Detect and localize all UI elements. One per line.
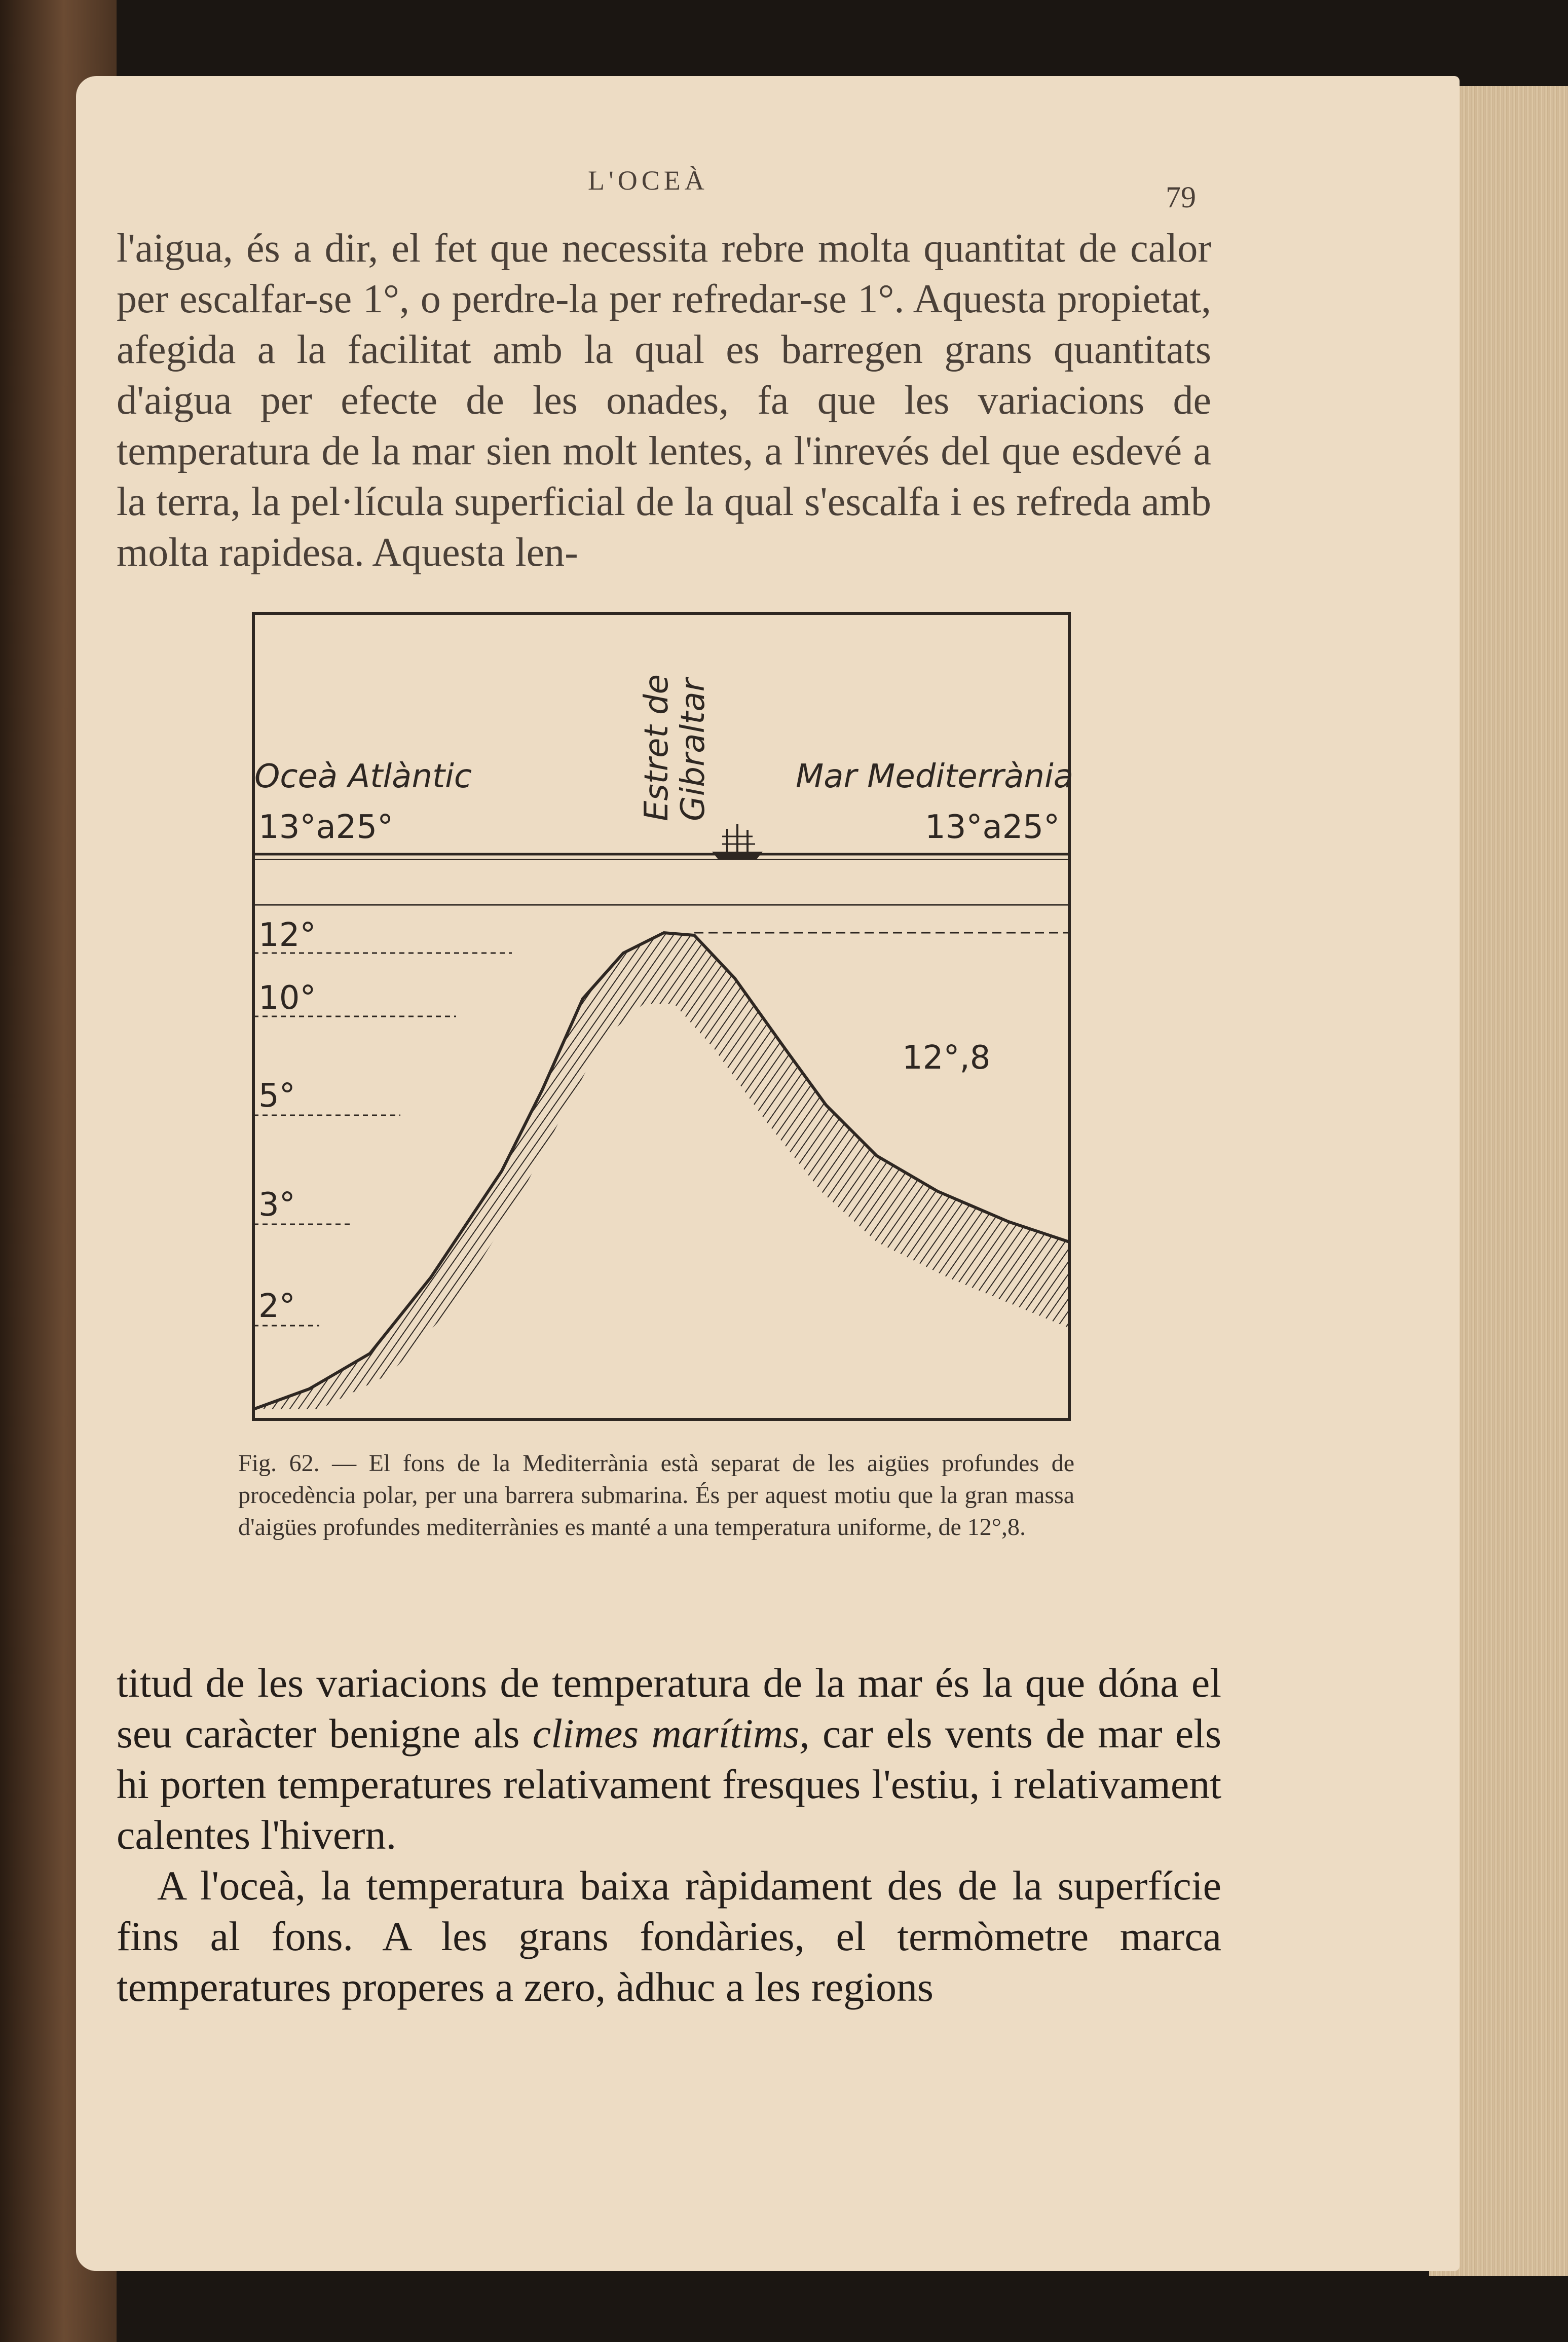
bottom-text — [117, 1658, 1221, 2012]
bottom-paragraph-1-after: car els vents de mar els hi porten temperatures relativament fresques l'estiu, i relativament calentes l'hivern. — [117, 1710, 1221, 1858]
bottom-paragraph-1-before: titud de les variacions de temperatura de la mar és la que dóna el seu caràcter benigne als — [117, 1660, 1221, 1756]
depth-label-10: 10° — [258, 979, 316, 1017]
bottom-paragraph-2: A l'oceà, la temperatura baixa ràpidament des de la superfície fins al fons. A les grans fondàries, el termòmetre marca temperatures properes a zero, àdhuc a les regions — [117, 1862, 1221, 2010]
surface-temp-right: 13°a25° — [925, 809, 1060, 846]
depth-label-5: 5° — [258, 1077, 295, 1115]
ship-icon — [712, 824, 763, 859]
surface-temp-left: 13°a25° — [258, 809, 394, 846]
label-strait-line1: Estret de — [638, 674, 676, 821]
figure-62 — [238, 603, 1074, 1424]
seabed-profile — [253, 933, 1069, 1409]
depth-label-2: 2° — [258, 1288, 295, 1325]
depth-label-3: 3° — [258, 1186, 295, 1224]
emphasis-climes-maritims: climes marítims, — [532, 1710, 810, 1756]
page-number: 79 — [1166, 180, 1196, 214]
label-mediterranean: Mar Mediterrània — [796, 758, 1073, 795]
label-strait-line2: Gibraltar — [675, 678, 712, 821]
figure-caption: Fig. 62. — El fons de la Mediterrània està separat de les aigües profundes de procedència polar, per una barrera submarina. És per aquest motiu que la gran massa d'aigües profundes mediterrànies es manté a una temperatura uniforme, de 12°,8. — [238, 1450, 1074, 1541]
label-atlantic: Oceà Atlàntic — [254, 758, 472, 795]
seabed-hatching — [253, 933, 1069, 1409]
top-paragraph: l'aigua, és a dir, el fet que necessita rebre molta quantitat de calor per escalfar-se 1°, o perdre-la per refredar-se 1°. Aquesta propietat, afegida a la facilitat amb la qual es barregen grans quantitats d'aigua per efecte de les onades, fa que les variacions de temperatura de la mar sien molt lentes, a l'inrevés del que esdevé a la terra, la pel·lícula superficial de la qual s'escalfa i es refreda amb molta rapidesa. Aquesta len- — [117, 226, 1211, 575]
deep-water-temperature: 12°,8 — [902, 1039, 991, 1077]
bottom-paragraph-1 — [117, 1658, 1221, 1860]
label-strait — [639, 674, 712, 821]
running-header: L'OCEÀ — [588, 165, 708, 196]
depth-label-12: 12° — [258, 917, 316, 954]
